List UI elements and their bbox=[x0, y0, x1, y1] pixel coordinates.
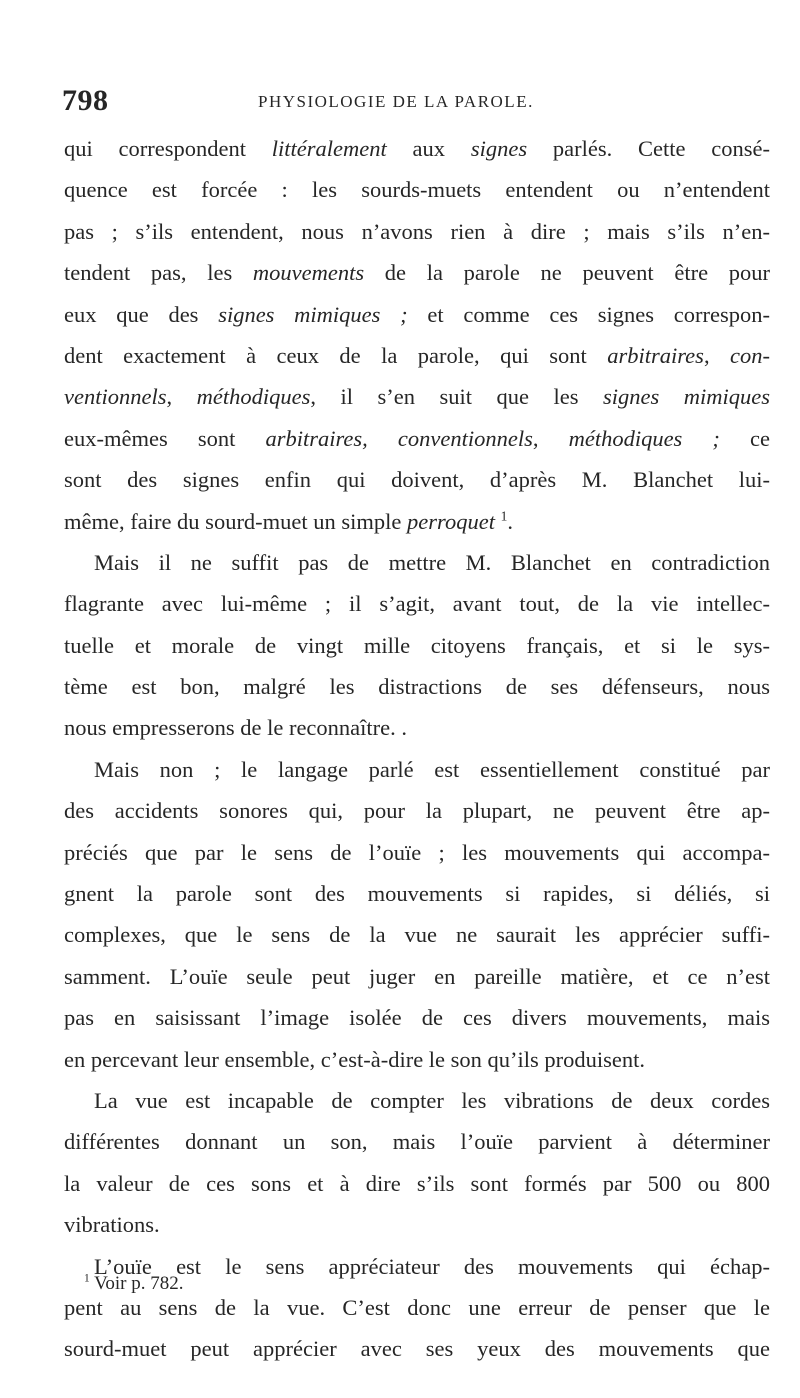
text-line: même, faire du sourd-muet un simple perroquet $^1$. bbox=[64, 508, 513, 534]
text-line: sourd-muet peut apprécier avec ses yeux des mouvements que bbox=[64, 1336, 770, 1362]
text-line: nous empresserons de le reconnaître. . bbox=[64, 715, 408, 741]
text-line: tuelle et morale de vingt mille citoyens français, et si le sys- bbox=[64, 632, 770, 658]
text-line: préciés que par le sens de l’ouïe ; les mouvements qui accompa- bbox=[64, 839, 770, 865]
text-line: eux-mêmes sont arbitraires, conventionnels, méthodiques ; ce bbox=[64, 425, 771, 451]
footnote bbox=[84, 1273, 184, 1295]
text-line: pas ; s’ils entendent, nous n’avons rien à dire ; mais s’ils n’en- bbox=[64, 218, 770, 244]
text-line: eux que des signes mimiques ; et comme ces signes correspon- bbox=[64, 301, 770, 327]
text-line: la valeur de ces sons et à dire s’ils sont formés par 500 ou 800 bbox=[64, 1170, 770, 1196]
page-number: 798 bbox=[62, 84, 109, 117]
text-line: quence est forcée : les sourds-muets entendent ou n’entendent bbox=[64, 177, 770, 203]
text-line: sont des signes enfin qui doivent, d’après M. Blanchet lui- bbox=[64, 467, 770, 493]
text-line: des accidents sonores qui, pour la plupart, ne peuvent être ap- bbox=[64, 798, 770, 824]
text-line: tème est bon, malgré les distractions de ses défenseurs, nous bbox=[64, 674, 770, 700]
footnote-marker: 1 bbox=[84, 1272, 90, 1285]
footnote-text: Voir p. 782. bbox=[89, 1273, 184, 1294]
text-line: ventionnels, méthodiques, il s’en suit que les signes mimiques bbox=[64, 384, 770, 410]
text-line: tendent pas, les mouvements de la parole ne peuvent être pour bbox=[64, 260, 770, 286]
text-line: différentes donnant un son, mais l’ouïe parvient à déterminer bbox=[64, 1129, 770, 1155]
text-line: flagrante avec lui-même ; il s’agit, avant tout, de la vie intellec- bbox=[64, 591, 770, 617]
running-head: PHYSIOLOGIE DE LA PAROLE. bbox=[258, 92, 534, 111]
text-line: vibrations. bbox=[64, 1212, 160, 1238]
text-line: en percevant leur ensemble, c’est-à-dire le son qu’ils produisent. bbox=[64, 1046, 646, 1072]
text-line: Mais non ; le langage parlé est essentiellement constitué par bbox=[94, 756, 770, 782]
text-line: pas en saisissant l’image isolée de ces divers mouvements, mais bbox=[64, 1005, 770, 1031]
text-line: La vue est incapable de compter les vibrations de deux cordes bbox=[94, 1087, 770, 1113]
text-line: complexes, que le sens de la vue ne saurait les apprécier suffi- bbox=[64, 922, 770, 948]
body-text bbox=[64, 128, 770, 1370]
text-line: qui correspondent littéralement aux signes parlés. Cette consé- bbox=[64, 136, 770, 161]
text-line: Mais il ne suffit pas de mettre M. Blanchet en contradiction bbox=[94, 549, 770, 575]
text-line: samment. L’ouïe seule peut juger en pareille matière, et ce n’est bbox=[64, 963, 770, 989]
text-line: gnent la parole sont des mouvements si rapides, si déliés, si bbox=[64, 881, 770, 907]
text-line: L’ouïe est le sens appréciateur des mouvements qui échap- bbox=[94, 1253, 770, 1279]
text-line: pent au sens de la vue. C’est donc une erreur de penser que le bbox=[64, 1294, 770, 1320]
text-line: dent exactement à ceux de la parole, qui sont arbitraires, con- bbox=[64, 342, 770, 368]
page-header bbox=[62, 84, 762, 118]
